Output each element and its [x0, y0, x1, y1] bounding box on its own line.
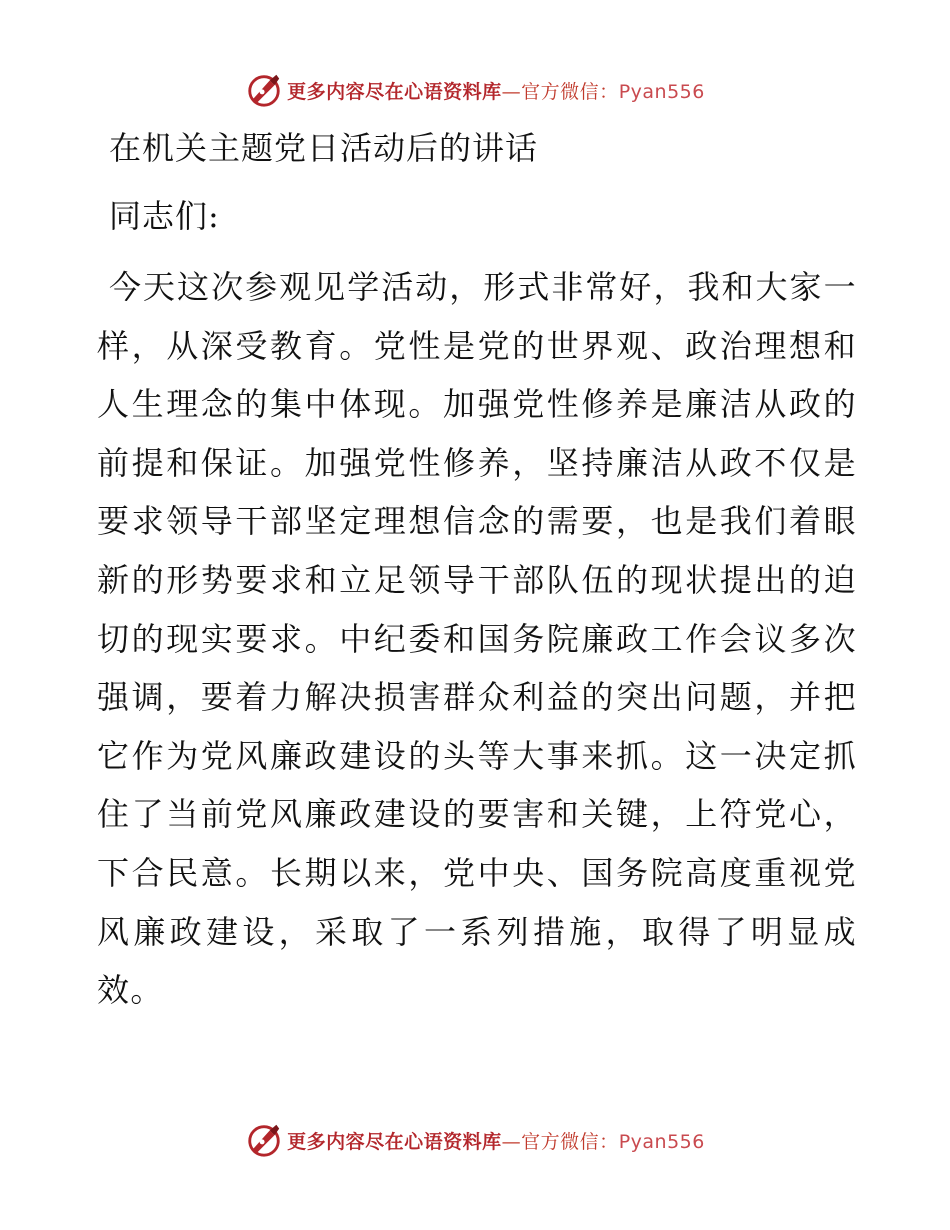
header-banner — [0, 70, 950, 110]
salutation: 同志们: — [109, 197, 220, 235]
document-body — [97, 118, 857, 1020]
footer-banner — [0, 1120, 950, 1160]
banner-dash: — — [501, 80, 522, 103]
banner-text — [287, 77, 705, 104]
banner-wechat-id: Pyan556 — [618, 1130, 705, 1153]
banner-official: 官方微信： — [521, 1130, 619, 1153]
banner-text — [287, 1127, 705, 1154]
banner-dash: — — [501, 1130, 522, 1153]
banner-lead: 更多内容尽在心语资料库 — [287, 80, 502, 103]
pen-nib-logo-icon — [245, 1121, 283, 1159]
banner-official: 官方微信： — [521, 80, 619, 103]
document-title: 在机关主题党日活动后的讲话 — [109, 129, 539, 167]
banner-wechat-id: Pyan556 — [618, 80, 705, 103]
pen-nib-logo-icon — [245, 71, 283, 109]
body-paragraph: 今天这次参观见学活动，形式非常好，我和大家一样，从深受教育。党性是党的世界观、政治理想和人生理念的集中体现。加强党性修养是廉洁从政的前提和保证。加强党性修养，坚持廉洁从政不仅是要求领导干部坚定理想信念的需要，也是我们着眼新的形势要求和立足领导干部队伍的现状提出的迫切的现实要求。中纪委和国务院廉政工作会议多次强调，要着力解决损害群众利益的突出问题，并把它作为党风廉政建设的头等大事来抓。这一决定抓住了当前党风廉政建设的要害和关键，上符党心，下合民意。长期以来，党中央、国务院高度重视党风廉政建设，采取了一系列措施，取得了明显成效。 — [97, 268, 857, 1010]
banner-lead: 更多内容尽在心语资料库 — [287, 1130, 502, 1153]
